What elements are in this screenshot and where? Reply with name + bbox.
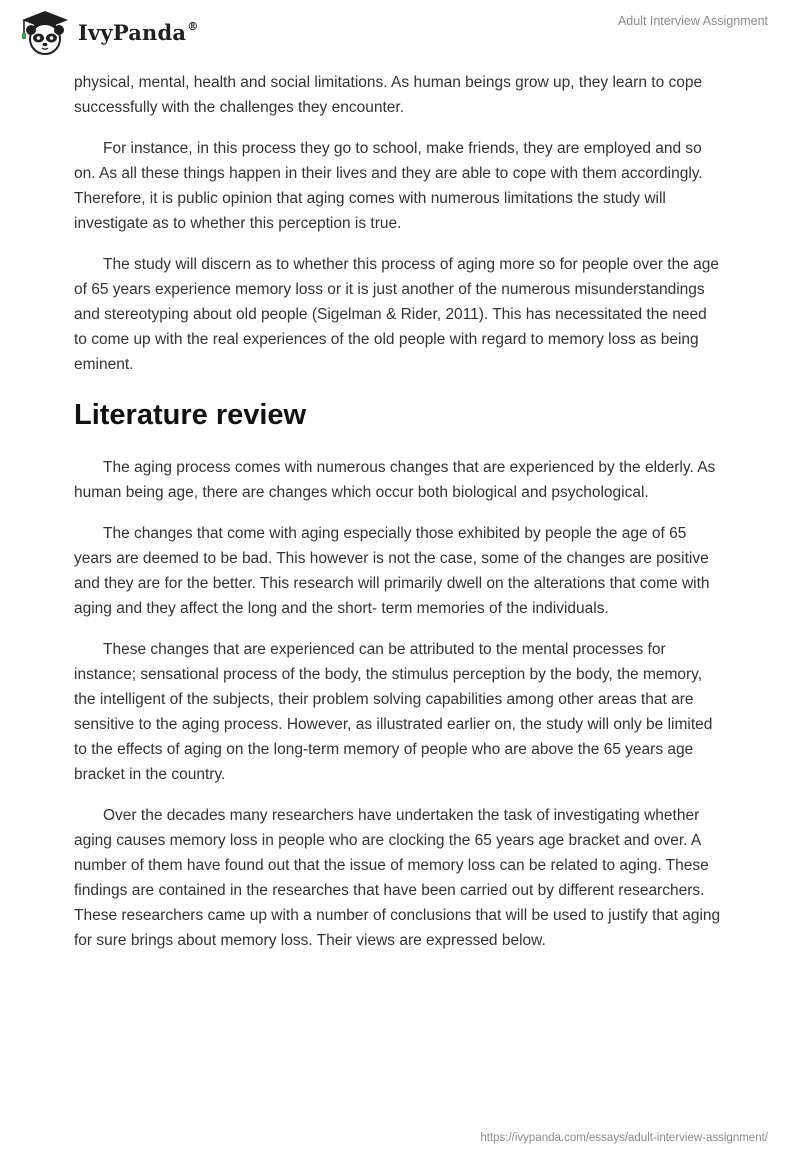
paragraph-1: physical, mental, health and social limitations. As human beings grow up, they learn to cope successfully with the challenges they encounter. [74,74,703,116]
paragraph-3: The study will discern as to whether this process of aging more so for people over the age of 65 years experience memory loss or it is just another of the numerous misunderstandings and stereotyping about old people (Sigelman & Rider, 2011). This has necessitated the need to come up with the real experiences of the old people with regard to memory loss as being eminent. [74,256,720,373]
brand-text: IvyPanda [78,20,187,45]
paragraph-5: The changes that come with aging especially those exhibited by people the age of 65 years are deemed to be bad. This however is not the case, some of the changes are positive and they are for the better. This research will primarily dwell on the alterations that come with aging and they affect the long and the short- term memories of the individuals. [74,525,710,617]
paragraph-4: The aging process comes with numerous changes that are experienced by the elderly. As human being age, there are changes which occur both biological and psychological. [74,459,716,501]
source-url[interactable]: https://ivypanda.com/essays/adult-interview-assignment/ [480,1132,768,1144]
paragraph-7: Over the decades many researchers have undertaken the task of investigating whether aging causes memory loss in people who are clocking the 65 years age bracket and over. A number of them have found out that the issue of memory loss can be related to aging. These findings are contained in the researches that have been carried out by different researchers. These researchers came up with a number of conclusions that will be used to justify that aging for sure brings about memory loss. Their views are expressed below. [74,807,721,949]
document-title: Adult Interview Assignment [617,14,768,28]
panda-graduate-icon [14,8,76,56]
section-heading: Literature review [74,399,307,431]
logo[interactable] [14,8,76,56]
paragraph-2: For instance, in this process they go to school, make friends, they are employed and so on. As all these things happen in their lives and they are able to cope with them accordingly. Therefore, it is public opinion that aging comes with numerous limitations the study will investigate as to whether this perception is true. [74,140,703,232]
page-header [0,0,800,62]
essay-content [74,70,722,969]
registered-mark: ® [187,20,199,33]
brand-name[interactable] [78,20,198,45]
paragraph-6: These changes that are experienced can be attributed to the mental processes for instance; sensational process of the body, the stimulus perception by the body, the memory, the intelligent of the subjects, their problem solving capabilities among other areas that are sensitive to the aging process. However, as illustrated earlier on, the study will only be limited to the effects of aging on the long-term memory of people who are above the 65 years age bracket in the country. [74,641,713,783]
